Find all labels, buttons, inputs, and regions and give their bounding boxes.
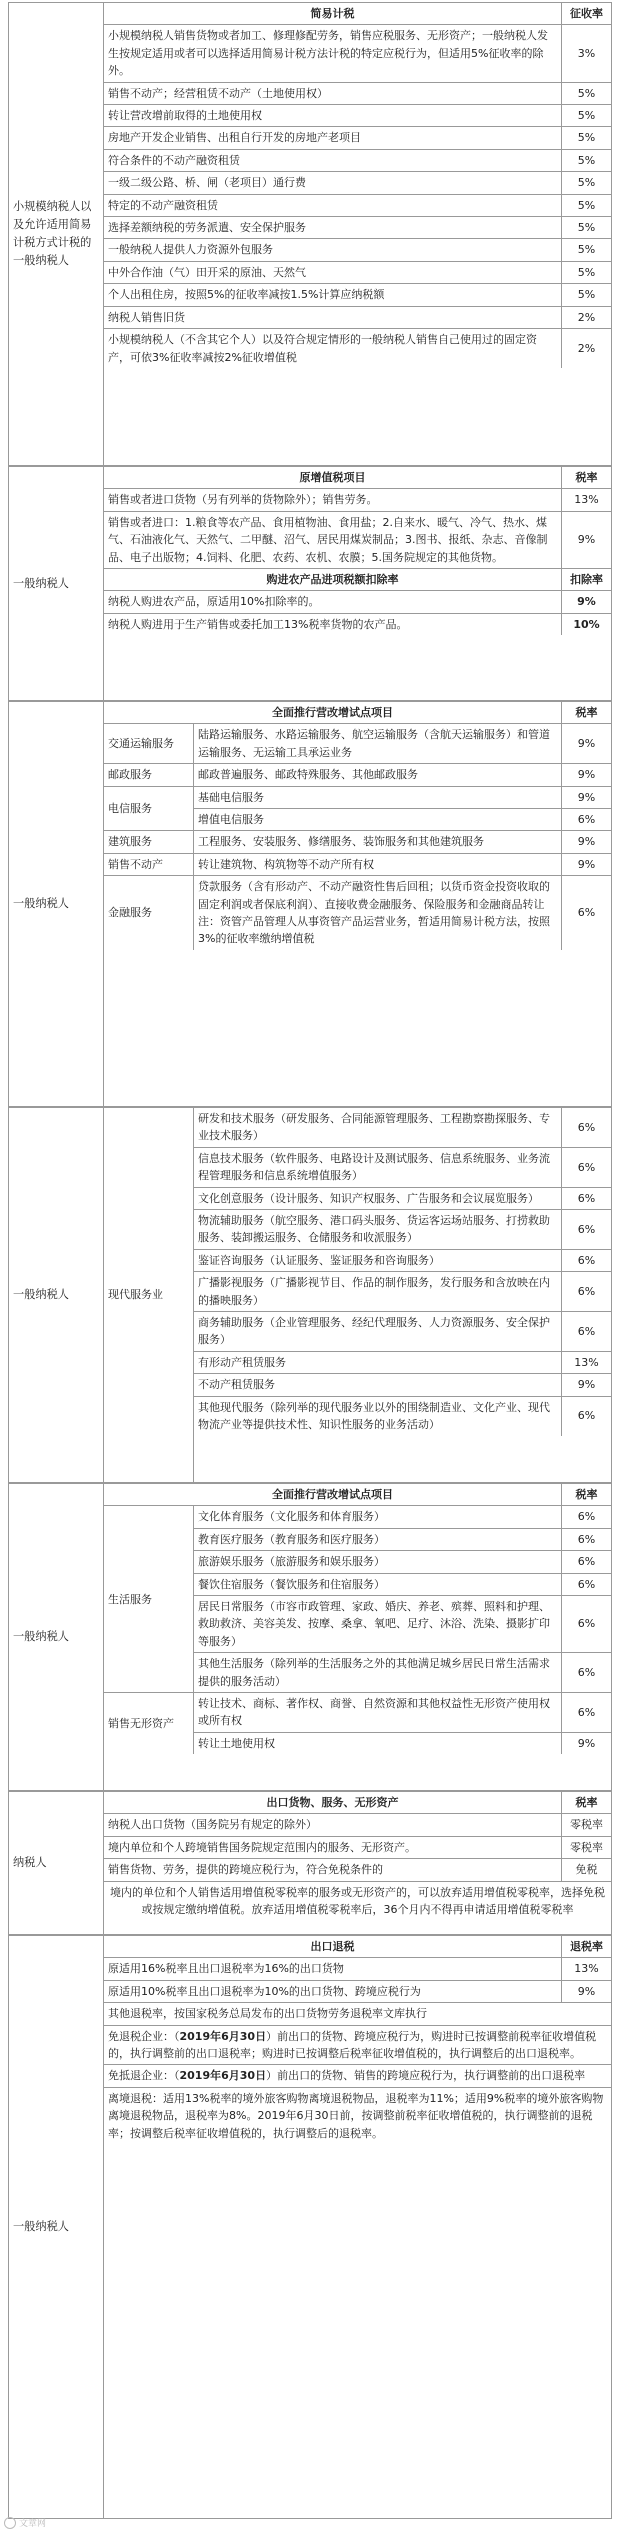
section-body [103,1791,612,1935]
row-text: 广播影视服务（广播影视节目、作品的制作服务，发行服务和含放映在内的播映服务） [198,1276,550,1307]
rate-value: 5% [561,127,611,148]
table-row [104,512,611,569]
table-row [194,1312,611,1352]
table-row [194,1574,611,1596]
section-header-row [104,569,611,591]
service-group [104,831,611,853]
table-row [194,1551,611,1573]
row-text: 特定的不动产融资租赁 [108,198,218,212]
section-body [103,1935,612,2519]
row-text: 一级二级公路、桥、闸（老项目）通行费 [108,176,306,190]
rate-value: 6% [561,1210,611,1249]
table-row [194,1693,611,1733]
table-row [104,307,611,329]
rate-header: 扣除率 [561,569,611,590]
table-row [104,489,611,511]
row-text: 转让营改增前取得的土地使用权 [108,109,262,123]
row-text: 增值电信服务 [198,813,264,827]
group-rows [194,831,611,852]
rate-value: 6% [561,1596,611,1652]
section-vat-reform [8,701,612,1107]
rate-value: 9% [561,1733,611,1754]
rate-value: 6% [561,876,611,950]
table-row [194,1653,611,1692]
note-row [104,2026,611,2066]
rate-value: 9% [561,764,611,785]
table-row [104,217,611,239]
rate-value: 免税 [561,1859,611,1880]
rate-header: 退税率 [561,1936,611,1957]
rate-value: 2% [561,329,611,368]
table-row [194,831,611,852]
section-simple-tax [8,2,612,466]
section-original-vat [8,466,612,701]
row-text: 信息技术服务（软件服务、电路设计及测试服务、信息系统服务、业务流程管理服务和信息系统增值服务） [198,1151,550,1183]
rate-value: 5% [561,172,611,193]
group-rows [194,787,611,831]
row-text: 转让建筑物、构筑物等不动产所有权 [198,857,374,871]
section-header-row [104,467,611,489]
section-label: 一般纳税人 [8,1107,103,1483]
row-text: 原适用10%税率且出口退税率为10%的出口货物、跨境应税行为 [108,1984,421,1998]
table-row [104,105,611,127]
service-group [104,724,611,764]
row-text: 文化创意服务（设计服务、知识产权服务、广告服务和会议展览服务） [198,1191,539,1205]
row-text: 基础电信服务 [198,790,264,804]
row-text: 纳税人销售旧货 [108,310,185,324]
row-text: 销售货物、劳务，提供的跨境应税行为，符合免税条件的 [108,1863,383,1877]
table-row [194,1210,611,1250]
rate-value: 6% [561,1574,611,1595]
note-post: ）前出口的货物、销售的跨境应税行为，执行调整前的出口退税率 [266,2069,586,2083]
section-header-row [104,3,611,25]
row-text: 邮政普遍服务、邮政特殊服务、其他邮政服务 [198,768,418,782]
section-header: 购进农产品进项税额扣除率 [266,573,399,587]
rate-header: 税率 [561,702,611,723]
row-text: 文化体育服务（文化服务和体育服务） [198,1510,385,1524]
note-row [104,1882,611,1921]
table-row [194,876,611,950]
service-group [104,787,611,832]
table-row [104,1958,611,1980]
note-text: 离境退税：适用13%税率的境外旅客购物离境退税物品，退税率为11%；适用9%税率的境外旅客购物离境退税物品，退税率为8%。2019年6月30日前，按调整前税率征收增值税的，执行调整前的退税率；按调整后税率征收增值税的，执行调整后的退税率。 [108,2091,604,2140]
group-name: 销售无形资产 [104,1693,194,1754]
section-export [8,1791,612,1935]
row-text: 个人出租住房，按照5%的征收率减按1.5%计算应纳税额 [108,288,385,302]
rate-value: 零税率 [561,1837,611,1858]
table-row [194,1352,611,1374]
row-text: 销售或者进口：1.粮食等农产品、食用植物油、食用盐；2.自来水、暖气、冷气、热水、煤气、石油液化气、天然气、二甲醚、沼气、居民用煤炭制品；3.图书、报纸、杂志、音像制品、电子出版物；4.饲料、化肥、农药、农机、农膜；5.国务院规定的其他货物。 [108,515,548,564]
section-export-refund [8,1935,612,2519]
rate-header: 征收率 [561,3,611,24]
row-text: 其他生活服务（除列举的生活服务之外的其他满足城乡居民日常生活需求提供的服务活动） [198,1657,550,1688]
row-text: 销售不动产；经营租赁不动产（土地使用权） [108,86,328,100]
section-body [103,701,612,1107]
rate-value: 6% [561,809,611,830]
rate-value: 5% [561,195,611,216]
table-row [194,1250,611,1272]
rate-value: 9% [561,854,611,875]
group-name: 现代服务业 [104,1108,194,1482]
table-row [104,262,611,284]
table-row [104,127,611,149]
section-header-row [104,702,611,724]
table-row [104,1837,611,1859]
table-row [104,195,611,217]
rate-value: 9% [561,831,611,852]
table-row [194,1596,611,1653]
rate-value: 2% [561,307,611,328]
group-rows [194,764,611,785]
row-text: 房地产开发企业销售、出租自行开发的房地产老项目 [108,131,361,145]
rate-value: 6% [561,1506,611,1527]
group-name: 交通运输服务 [104,724,194,763]
section-label: 一般纳税人 [8,1935,103,2519]
table-row [194,1529,611,1551]
group-rows [194,724,611,763]
table-row [104,150,611,172]
service-group [104,854,611,876]
rate-value: 9% [561,512,611,568]
group-rows [194,1693,611,1754]
section-label: 一般纳税人 [8,466,103,701]
row-text: 纳税人购进农产品，原适用10%扣除率的。 [108,595,320,609]
section-header: 全面推行营改增试点项目 [272,706,393,719]
table-row [104,239,611,261]
row-text: 一般纳税人提供人力资源外包服务 [108,243,273,257]
rate-value: 6% [561,1312,611,1351]
row-text: 纳税人购进用于生产销售或委托加工13%税率货物的农产品。 [108,617,408,631]
group-name: 金融服务 [104,876,194,950]
group-name: 销售不动产 [104,854,194,875]
group-rows [194,854,611,875]
rate-value: 5% [561,105,611,126]
section-body [103,1483,612,1791]
row-text: 中外合作油（气）田开采的原油、天然气 [108,265,306,279]
rate-value: 6% [561,1693,611,1732]
row-text: 旅游娱乐服务（旅游服务和娱乐服务） [198,1555,385,1569]
rate-value: 5% [561,217,611,238]
rate-value: 5% [561,239,611,260]
row-text: 有形动产租赁服务 [198,1355,286,1369]
rate-header: 税率 [561,467,611,488]
table-row [104,329,611,368]
row-text: 小规模纳税人销售货物或者加工、修理修配劳务，销售应税服务、无形资产；一般纳税人发生按规定适用或者可以选择适用简易计税方法计税的特定应税行为，但适用5%征收率的除外。 [108,29,548,78]
row-text: 物流辅助服务（航空服务、港口码头服务、货运客运场站服务、打捞救助服务、装卸搬运服务、仓储服务和收派服务） [198,1214,550,1245]
row-text: 原适用16%税率且出口退税率为16%的出口货物 [108,1962,344,1976]
row-text: 境内单位和个人跨境销售国务院规定范围内的服务、无形资产。 [108,1840,416,1854]
note-pre: 免退税企业：（ [108,2029,180,2043]
table-row [194,1733,611,1754]
rate-header: 税率 [561,1484,611,1505]
section-header-row [104,1792,611,1814]
row-text: 贷款服务（含有形动产、不动产融资性售后回租；以货币资金投资收取的固定利润或者保底利润）、直接收费金融服务、保险服务和金融商品转让注：资管产品管理人从事资管产品运营业务，暂适用简易计税方法，按照3%的征收率缴纳增值税 [198,880,550,946]
row-text: 小规模纳税人（不含其它个人）以及符合规定情形的一般纳税人销售自己使用过的固定资产，可依3%征收率减按2%征收增值税 [108,333,537,364]
section-body [103,466,612,701]
note-text: 境内的单位和个人销售适用增值税零税率的服务或无形资产的，可以放弃适用增值税零税率，选择免税或按规定缴纳增值税。放弃适用增值税零税率后，36个月内不得再申请适用增值税零税率 [110,1885,605,1917]
table-row [194,1506,611,1528]
rate-value: 9% [561,787,611,808]
table-row [194,1272,611,1312]
service-group [104,764,611,786]
table-row [194,809,611,830]
table-row [194,1108,611,1148]
section-header: 出口货物、服务、无形资产 [266,1796,399,1809]
row-text: 教育医疗服务（教育服务和医疗服务） [198,1532,385,1546]
section-body [103,1107,612,1483]
note-row [104,2065,611,2087]
row-text: 居民日常服务（市容市政管理、家政、婚庆、养老、殡葬、照料和护理、救助救济、美容美发、按摩、桑拿、氧吧、足疗、沐浴、洗染、摄影扩印等服务） [198,1600,550,1648]
rate-value: 6% [561,1653,611,1692]
section-label: 纳税人 [8,1791,103,1935]
table-row [194,1188,611,1210]
section-header-row [104,1484,611,1506]
rate-value: 9% [561,1981,611,2002]
row-text: 商务辅助服务（企业管理服务、经纪代理服务、人力资源服务、安全保护服务） [198,1316,550,1347]
watermark-icon [4,2517,16,2529]
row-text: 选择差额纳税的劳务派遣、安全保护服务 [108,221,306,235]
note-row [104,2003,611,2025]
service-group [104,876,611,950]
row-text: 纳税人出口货物（国务院另有规定的除外） [108,1818,317,1832]
rate-value: 13% [561,489,611,510]
service-group [104,1506,611,1693]
table-row [194,764,611,785]
table-row [194,787,611,809]
rate-value: 13% [561,1958,611,1979]
rate-value: 9% [561,724,611,763]
row-text: 销售或者进口货物（另有列举的货物除外）；销售劳务。 [108,493,378,507]
row-text: 工程服务、安装服务、修缮服务、装饰服务和其他建筑服务 [198,835,484,849]
table-row [104,83,611,105]
group-rows [194,1506,611,1692]
note-date: 2019年6月30日 [179,2069,267,2083]
row-text: 其他现代服务（除列举的现代服务业以外的围绕制造业、文化产业、现代物流产业等提供技术性、知识性服务的业务活动） [198,1400,550,1432]
row-text: 陆路运输服务、水路运输服务、航空运输服务（含航天运输服务）和管道运输服务、无运输工具承运业务 [198,728,550,759]
section-header: 简易计税 [310,7,355,20]
rate-value: 5% [561,83,611,104]
section-modern-services [8,1107,612,1483]
table-row [104,614,611,635]
table-row [104,284,611,306]
note-date: 2019年6月30日 [179,2029,267,2043]
rate-value: 6% [561,1148,611,1187]
rate-value: 6% [561,1250,611,1271]
group-rows [194,1108,611,1482]
note-text [104,2065,611,2086]
table-row [194,1148,611,1188]
table-row [194,724,611,763]
tax-rate-table [8,2,612,2519]
rate-value: 5% [561,262,611,283]
section-header: 原增值税项目 [299,471,366,484]
table-row [104,1981,611,2003]
rate-header: 税率 [561,1792,611,1813]
rate-value: 6% [561,1272,611,1311]
section-label: 一般纳税人 [8,1483,103,1791]
row-text: 研发和技术服务（研发服务、合同能源管理服务、工程勘察勘探服务、专业技术服务） [198,1112,550,1143]
rate-value: 9% [561,1374,611,1395]
table-row [104,172,611,194]
note-post: ）前出口的货物、跨境应税行为，购进时已按调整前税率征收增值税的，执行调整前的出口退税率；购进时已按调整后税率征收增值税的，执行调整后的出口退税率。 [108,2029,597,2061]
rate-value: 6% [561,1108,611,1147]
table-row [104,1814,611,1836]
table-row [104,1859,611,1881]
section-life-services [8,1483,612,1791]
note-pre: 免抵退企业：（ [108,2069,180,2083]
group-name: 电信服务 [104,787,194,831]
group-rows [194,876,611,950]
group-name: 邮政服务 [104,764,194,785]
table-row [194,1374,611,1396]
section-label: 一般纳税人 [8,701,103,1107]
table-row [194,854,611,875]
section-header-row [104,1936,611,1958]
group-name: 建筑服务 [104,831,194,852]
rate-value: 9% [561,591,611,612]
section-header: 全面推行营改增试点项目 [272,1488,393,1501]
watermark-text: 文章网 [19,2519,47,2529]
watermark [4,2516,46,2529]
note-row [104,2088,611,2518]
rate-value: 5% [561,284,611,305]
rate-value: 6% [561,1397,611,1436]
row-text: 转让土地使用权 [198,1736,275,1750]
table-row [104,25,611,82]
service-group [104,1693,611,1754]
row-text: 转让技术、商标、著作权、商誉、自然资源和其他权益性无形资产使用权或所有权 [198,1697,550,1728]
note-text: 其他退税率，按国家税务总局发布的出口货物劳务退税率文库执行 [108,2007,427,2021]
row-text: 餐饮住宿服务（餐饮服务和住宿服务） [198,1577,385,1591]
section-header: 出口退税 [310,1940,355,1953]
rate-value: 13% [561,1352,611,1373]
rate-value: 3% [561,25,611,81]
service-group [104,1108,611,1482]
rate-value: 6% [561,1188,611,1209]
row-text: 鉴证咨询服务（认证服务、鉴证服务和咨询服务） [198,1253,440,1267]
table-row [194,1397,611,1436]
rate-value: 6% [561,1551,611,1572]
table-row [104,591,611,613]
rate-value: 零税率 [561,1814,611,1835]
group-name: 生活服务 [104,1506,194,1692]
rate-value: 10% [561,614,611,635]
note-text [104,2026,611,2065]
row-text: 不动产租赁服务 [198,1378,275,1392]
row-text: 符合条件的不动产融资租赁 [108,153,240,167]
rate-value: 5% [561,150,611,171]
section-label: 小规模纳税人以及允许适用简易计税方式计税的一般纳税人 [8,2,103,466]
section-body [103,2,612,466]
rate-value: 6% [561,1529,611,1550]
